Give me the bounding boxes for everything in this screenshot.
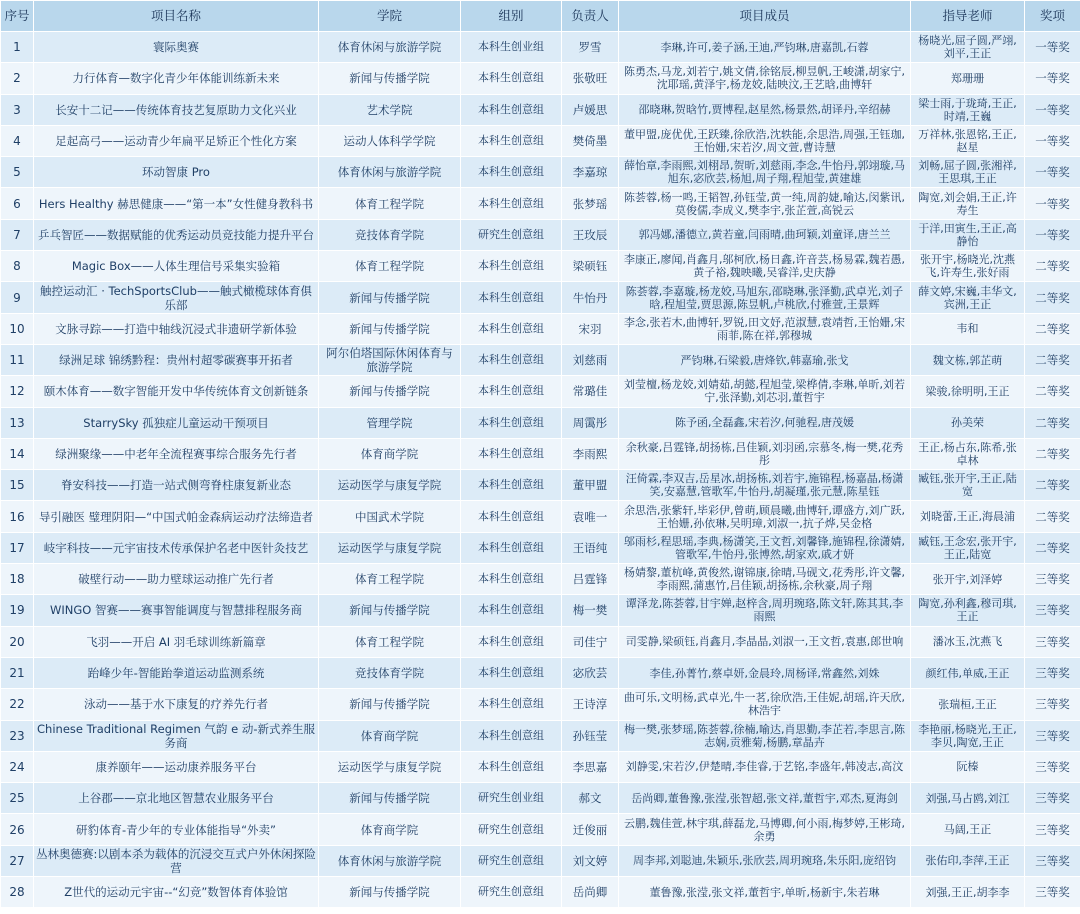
- cell-members: 杨婧黎,董杭峰,黄俊然,谢锦康,徐晴,马砚文,花秀彤,许文馨,李雨熙,蒲惠竹,吕佳颖,胡扬栋,余秋豪,周子翔: [619, 564, 911, 595]
- cell-members: 刘静雯,宋若汐,伊楚晴,李佳睿,于艺铭,李盛年,韩凌志,高汶: [619, 751, 911, 782]
- table-row: [1, 407, 1080, 438]
- table-row: [1, 845, 1080, 876]
- cell-project-name: 长安十二记——传统体育技艺复原助力文化兴业: [34, 94, 319, 125]
- cell-group: 研究生创意组: [461, 219, 562, 250]
- cell-leader: 李雨熙: [562, 438, 619, 469]
- cell-mentor: 臧钰,张开宇,王正,陆宽: [911, 470, 1025, 501]
- cell-group: 本科生创意组: [461, 657, 562, 688]
- cell-members: 曲可乐,文明杨,武卓光,牛一茗,徐欣浩,王佳妮,胡瑶,许天欣,林浩宇: [619, 689, 911, 720]
- cell-seq: 13: [1, 407, 34, 438]
- cell-group: 本科生创意组: [461, 751, 562, 782]
- cell-mentor: 陶宽,孙利鑫,穆司琪,王正: [911, 595, 1025, 626]
- cell-group: 本科生创意组: [461, 282, 562, 313]
- header-project-name: 项目名称: [34, 1, 319, 32]
- cell-college: 新闻与传播学院: [319, 313, 461, 344]
- cell-members: 邵晓琳,贺晗竹,贾博程,赵星然,杨景然,胡译丹,辛绍赫: [619, 94, 911, 125]
- cell-group: 本科生创意组: [461, 125, 562, 156]
- cell-leader: 李思嘉: [562, 751, 619, 782]
- cell-members: 董甲盟,庞优优,王跃臻,徐欣浩,沈轶能,余思浩,周强,王钰珈,王怡姗,宋若汐,周文萱,曹诗慧: [619, 125, 911, 156]
- cell-award: 三等奖: [1025, 845, 1080, 876]
- cell-leader: 宓欣芸: [562, 657, 619, 688]
- cell-award: 二等奖: [1025, 407, 1080, 438]
- cell-college: 体育商学院: [319, 438, 461, 469]
- cell-mentor: 薛文婷,宋巍,丰华文,宾洲,王正: [911, 282, 1025, 313]
- cell-project-name: 岐宇科技——元宇宙技术传承保护名老中医针灸技艺: [34, 532, 319, 563]
- cell-seq: 4: [1, 125, 34, 156]
- cell-leader: 王玫辰: [562, 219, 619, 250]
- cell-award: 三等奖: [1025, 814, 1080, 845]
- cell-award: 一等奖: [1025, 32, 1080, 63]
- table-row: [1, 720, 1080, 751]
- table-row: [1, 63, 1080, 94]
- cell-seq: 28: [1, 877, 34, 908]
- cell-leader: 张梦瑶: [562, 188, 619, 219]
- table-row: [1, 751, 1080, 782]
- cell-award: 二等奖: [1025, 438, 1080, 469]
- cell-seq: 5: [1, 157, 34, 188]
- cell-project-name: 导引融医 璧理阴阳—“中国式帕金森病运动疗法缔造者: [34, 501, 319, 532]
- cell-project-name: 绿洲聚缘——中老年全流程赛事综合服务先行者: [34, 438, 319, 469]
- cell-project-name: 环动智康 Pro: [34, 157, 319, 188]
- table-body: [1, 32, 1080, 908]
- cell-members: 司雯静,梁硕钰,肖鑫月,李晶晶,刘淑一,王文哲,袁惠,郎世响: [619, 626, 911, 657]
- table-row: [1, 344, 1080, 375]
- cell-project-name: 寰际奥赛: [34, 32, 319, 63]
- cell-seq: 20: [1, 626, 34, 657]
- cell-college: 新闻与传播学院: [319, 877, 461, 908]
- cell-mentor: 孙美荣: [911, 407, 1025, 438]
- header-college: 学院: [319, 1, 461, 32]
- header-seq: 序号: [1, 1, 34, 32]
- cell-members: 董鲁豫,张滢,张文祥,董哲宇,单昕,杨新宇,朱若琳: [619, 877, 911, 908]
- cell-project-name: 跆峰少年-智能跆拳道运动监测系统: [34, 657, 319, 688]
- cell-mentor: 梁骏,徐明明,王正: [911, 376, 1025, 407]
- table-row: [1, 94, 1080, 125]
- table-row: [1, 595, 1080, 626]
- header-mentor: 指导老师: [911, 1, 1025, 32]
- cell-project-name: 脊安科技——打造一站式侧弯脊柱康复新业态: [34, 470, 319, 501]
- cell-members: 李琳,许可,姜子涵,王迪,严钧琳,唐嘉凯,石蓉: [619, 32, 911, 63]
- cell-college: 体育工程学院: [319, 564, 461, 595]
- cell-members: 余思浩,张紫轩,毕彩伊,曾萌,顾晨曦,曲博轩,谭盛方,刘广跃,王怡姗,孙依琳,吴明璋,刘淑一,抗子烨,吴金格: [619, 501, 911, 532]
- cell-college: 运动医学与康复学院: [319, 751, 461, 782]
- cell-leader: 张敬旺: [562, 63, 619, 94]
- table-row: [1, 125, 1080, 156]
- cell-leader: 王诗淳: [562, 689, 619, 720]
- cell-leader: 王语纯: [562, 532, 619, 563]
- cell-leader: 刘慈雨: [562, 344, 619, 375]
- table-row: [1, 251, 1080, 282]
- table-row: [1, 313, 1080, 344]
- cell-seq: 11: [1, 344, 34, 375]
- cell-leader: 迁俊丽: [562, 814, 619, 845]
- cell-seq: 23: [1, 720, 34, 751]
- cell-college: 新闻与传播学院: [319, 783, 461, 814]
- cell-award: 三等奖: [1025, 751, 1080, 782]
- cell-award: 三等奖: [1025, 720, 1080, 751]
- cell-college: 运动医学与康复学院: [319, 470, 461, 501]
- cell-mentor: 马阔,王正: [911, 814, 1025, 845]
- cell-seq: 24: [1, 751, 34, 782]
- table-row: [1, 657, 1080, 688]
- cell-college: 体育休闲与旅游学院: [319, 845, 461, 876]
- table-row: [1, 188, 1080, 219]
- cell-college: 中国武术学院: [319, 501, 461, 532]
- cell-award: 三等奖: [1025, 877, 1080, 908]
- cell-members: 薛怡章,李雨熙,刘栩昂,贺昕,刘慈雨,李念,牛怡丹,郭翊璇,马旭东,宓欣芸,杨旭,周子翔,程旭莹,黄建雄: [619, 157, 911, 188]
- cell-mentor: 张佑印,李萍,王正: [911, 845, 1025, 876]
- cell-project-name: 上谷郡——京北地区智慧农业服务平台: [34, 783, 319, 814]
- header-group: 组别: [461, 1, 562, 32]
- cell-group: 本科生创意组: [461, 188, 562, 219]
- cell-project-name: 足起高弓——运动青少年扁平足矫正个性化方案: [34, 125, 319, 156]
- cell-leader: 宋羽: [562, 313, 619, 344]
- cell-award: 一等奖: [1025, 125, 1080, 156]
- cell-college: 体育商学院: [319, 814, 461, 845]
- cell-group: 本科生创意组: [461, 689, 562, 720]
- cell-seq: 8: [1, 251, 34, 282]
- cell-group: 本科生创意组: [461, 595, 562, 626]
- cell-seq: 3: [1, 94, 34, 125]
- table-row: [1, 376, 1080, 407]
- cell-members: 陈荟蓉,李嘉璇,杨龙姣,马旭东,邵晓琳,张泽勤,武卓光,刘子晗,程旭莹,贾思源,陈昱帆,卢桃欣,付雅萱,王景辉: [619, 282, 911, 313]
- cell-seq: 2: [1, 63, 34, 94]
- cell-mentor: 潘冰玉,沈燕飞: [911, 626, 1025, 657]
- cell-mentor: 于洋,田寅生,王正,高静怡: [911, 219, 1025, 250]
- table-row: [1, 689, 1080, 720]
- cell-mentor: 颜红伟,单威,王正: [911, 657, 1025, 688]
- table-row: [1, 32, 1080, 63]
- cell-group: 研究生创意组: [461, 814, 562, 845]
- cell-project-name: 破壁行动——助力壁球运动推广先行者: [34, 564, 319, 595]
- cell-seq: 18: [1, 564, 34, 595]
- cell-group: 本科生创意组: [461, 407, 562, 438]
- cell-award: 三等奖: [1025, 626, 1080, 657]
- cell-group: 研究生创意组: [461, 877, 562, 908]
- cell-leader: 董甲盟: [562, 470, 619, 501]
- cell-group: 本科生创意组: [461, 564, 562, 595]
- cell-award: 一等奖: [1025, 63, 1080, 94]
- cell-seq: 22: [1, 689, 34, 720]
- cell-college: 体育工程学院: [319, 626, 461, 657]
- cell-members: 李佳,孙菁竹,蔡卓妍,金晨玲,周杨译,常鑫然,刘姝: [619, 657, 911, 688]
- cell-seq: 21: [1, 657, 34, 688]
- cell-members: 陈予函,全磊鑫,宋若汐,何驰程,唐茂媛: [619, 407, 911, 438]
- cell-college: 新闻与传播学院: [319, 63, 461, 94]
- cell-mentor: 王正,杨占东,陈希,张卓林: [911, 438, 1025, 469]
- cell-members: 梅一樊,张梦瑶,陈荟蓉,徐楠,喻达,肖思勤,李芷若,李思言,陈志娴,贡雅菊,杨鹏,章晶卉: [619, 720, 911, 751]
- cell-members: 邬雨杉,程思瑶,李典,杨潇笑,王文哲,刘馨锋,施锦程,徐潇婧,管歌军,牛怡丹,张博然,胡家欢,戚才妍: [619, 532, 911, 563]
- cell-seq: 9: [1, 282, 34, 313]
- cell-project-name: 丛林奥德赛:以剧本杀为载体的沉浸交互式户外休闲探险营: [34, 845, 319, 876]
- cell-project-name: 绿洲足球 锦绣黔程：贵州村超零碳赛事开拓者: [34, 344, 319, 375]
- cell-leader: 卢媛思: [562, 94, 619, 125]
- cell-mentor: 张瑞桓,王正: [911, 689, 1025, 720]
- cell-project-name: 力行体育—数字化青少年体能训练新未来: [34, 63, 319, 94]
- cell-seq: 16: [1, 501, 34, 532]
- cell-seq: 27: [1, 845, 34, 876]
- cell-project-name: 触控运动汇 · TechSportsClub——触式橄榄球体育俱乐部: [34, 282, 319, 313]
- cell-group: 研究生创意组: [461, 845, 562, 876]
- cell-mentor: 万祥林,张恩铭,王正,赵星: [911, 125, 1025, 156]
- table-row: [1, 877, 1080, 908]
- cell-leader: 常璐佳: [562, 376, 619, 407]
- cell-award: 一等奖: [1025, 219, 1080, 250]
- cell-seq: 19: [1, 595, 34, 626]
- cell-project-name: 乒乓智匠——数据赋能的优秀运动员竞技能力提升平台: [34, 219, 319, 250]
- cell-group: 本科生创意组: [461, 313, 562, 344]
- cell-project-name: Z世代的运动元宇宙--“幻竞”数智体育体验馆: [34, 877, 319, 908]
- cell-college: 管理学院: [319, 407, 461, 438]
- cell-mentor: 臧钰,王念宏,张开宇,王正,陆宽: [911, 532, 1025, 563]
- cell-group: 本科生创意组: [461, 251, 562, 282]
- cell-leader: 梁硕钰: [562, 251, 619, 282]
- cell-college: 新闻与传播学院: [319, 595, 461, 626]
- table-row: [1, 783, 1080, 814]
- cell-seq: 15: [1, 470, 34, 501]
- cell-mentor: 刘强,马占鸥,刘江: [911, 783, 1025, 814]
- cell-project-name: StarrySky 孤独症儿童运动干预项目: [34, 407, 319, 438]
- cell-seq: 26: [1, 814, 34, 845]
- cell-project-name: 颐木体育——数字智能开发中华传统体育文创新链条: [34, 376, 319, 407]
- cell-members: 陈荟蓉,杨一鸣,王韬智,孙钰莹,黄一纯,周韵婕,喻达,闵紫讯,莫俊儒,李成义,樊李宇,张芷萱,高锐云: [619, 188, 911, 219]
- cell-project-name: Magic Box——人体生理信号采集实验箱: [34, 251, 319, 282]
- cell-project-name: WINGO 智赛——赛事智能调度与智慧排程服务商: [34, 595, 319, 626]
- cell-members: 周李邦,刘聪迪,朱颖乐,张欣芸,周玥琬珞,朱乐阳,庞绍钧: [619, 845, 911, 876]
- table-row: [1, 157, 1080, 188]
- cell-mentor: 刘强,王正,胡李李: [911, 877, 1025, 908]
- cell-leader: 岳尚卿: [562, 877, 619, 908]
- cell-group: 本科生创意组: [461, 501, 562, 532]
- cell-mentor: 杨晓光,屈子圆,严翊,刘平,王正: [911, 32, 1025, 63]
- cell-leader: 李嘉琼: [562, 157, 619, 188]
- cell-group: 本科生创业组: [461, 32, 562, 63]
- cell-college: 运动人体科学学院: [319, 125, 461, 156]
- cell-seq: 14: [1, 438, 34, 469]
- cell-college: 体育商学院: [319, 720, 461, 751]
- cell-mentor: 阮榛: [911, 751, 1025, 782]
- cell-group: 本科生创意组: [461, 94, 562, 125]
- cell-award: 二等奖: [1025, 282, 1080, 313]
- cell-seq: 7: [1, 219, 34, 250]
- cell-seq: 6: [1, 188, 34, 219]
- table-row: [1, 470, 1080, 501]
- cell-leader: 周霭彤: [562, 407, 619, 438]
- cell-leader: 梅一樊: [562, 595, 619, 626]
- cell-leader: 罗雪: [562, 32, 619, 63]
- cell-college: 体育休闲与旅游学院: [319, 157, 461, 188]
- cell-leader: 袁唯一: [562, 501, 619, 532]
- cell-college: 新闻与传播学院: [319, 689, 461, 720]
- cell-seq: 12: [1, 376, 34, 407]
- cell-mentor: 张开宇,杨晓光,沈燕飞,许寿生,张好雨: [911, 251, 1025, 282]
- cell-members: 李康正,廖闻,肖鑫月,邬柯欣,杨日鑫,许音芸,杨易霖,魏若愚,黄子裕,魏映曦,吴睿洋,史庆静: [619, 251, 911, 282]
- cell-mentor: 张开宇,刘泽婷: [911, 564, 1025, 595]
- cell-members: 云鹏,魏佳萱,林宇琪,薛磊龙,马博卿,何小雨,梅梦婷,王彬琦,余勇: [619, 814, 911, 845]
- table-row: [1, 814, 1080, 845]
- cell-members: 陈勇杰,马龙,刘若宁,姚文倩,徐铭辰,柳昱帆,王峻潇,胡家宁,沈耶瑶,黄泽宇,杨龙姣,陆映汶,王艺晗,曲博轩: [619, 63, 911, 94]
- cell-mentor: 刘晓蕾,王正,海晨浦: [911, 501, 1025, 532]
- cell-award: 三等奖: [1025, 689, 1080, 720]
- cell-members: 岳尚卿,董鲁豫,张滢,张智超,张文祥,董哲宇,邓杰,夏海剑: [619, 783, 911, 814]
- table-row: [1, 501, 1080, 532]
- cell-members: 汪倚霖,李双吉,岳星冰,胡扬栋,刘若宇,施锦程,杨嘉晶,杨潇笑,安嘉慧,管歌军,牛怡丹,胡凝瑾,张元慧,陈星钰: [619, 470, 911, 501]
- header-award: 奖项: [1025, 1, 1080, 32]
- cell-mentor: 韦和: [911, 313, 1025, 344]
- cell-college: 运动医学与康复学院: [319, 532, 461, 563]
- cell-award: 一等奖: [1025, 188, 1080, 219]
- cell-award: 二等奖: [1025, 532, 1080, 563]
- cell-seq: 25: [1, 783, 34, 814]
- cell-mentor: 刘畅,屈子圆,张湘祥,王思琪,王正: [911, 157, 1025, 188]
- cell-project-name: Hers Healthy 赫思健康——“第一本”女性健身教科书: [34, 188, 319, 219]
- cell-award: 三等奖: [1025, 595, 1080, 626]
- table-header-row: [1, 1, 1080, 32]
- cell-members: 严钧琳,石梁毅,唐烽钦,韩嘉瑜,张戈: [619, 344, 911, 375]
- cell-group: 本科生创意组: [461, 720, 562, 751]
- cell-college: 竞技体育学院: [319, 657, 461, 688]
- table-row: [1, 564, 1080, 595]
- cell-college: 体育休闲与旅游学院: [319, 32, 461, 63]
- cell-group: 本科生创意组: [461, 376, 562, 407]
- cell-members: 谭泽龙,陈荟蓉,甘宇婵,赵梓含,周玥琬珞,陈文轩,陈其其,李雨熙: [619, 595, 911, 626]
- cell-mentor: 梁士雨,于珑琦,王正,时靖,王巍: [911, 94, 1025, 125]
- cell-project-name: 文脉寻踪——打造中轴线沉浸式非遗研学新体验: [34, 313, 319, 344]
- cell-project-name: 研豹体育-青少年的专业体能指导“外卖”: [34, 814, 319, 845]
- cell-group: 本科生创意组: [461, 157, 562, 188]
- table-row: [1, 438, 1080, 469]
- cell-group: 本科生创意组: [461, 626, 562, 657]
- cell-leader: 司佳宁: [562, 626, 619, 657]
- cell-group: 本科生创意组: [461, 470, 562, 501]
- cell-leader: 吕霆锋: [562, 564, 619, 595]
- cell-award: 二等奖: [1025, 376, 1080, 407]
- cell-mentor: 陶宽,刘会娟,王正,许寿生: [911, 188, 1025, 219]
- cell-seq: 10: [1, 313, 34, 344]
- cell-award: 三等奖: [1025, 783, 1080, 814]
- cell-group: 研究生创业组: [461, 783, 562, 814]
- cell-group: 本科生创意组: [461, 344, 562, 375]
- cell-members: 郭冯娜,潘德立,黄若童,闫雨晴,曲珂颖,刘童译,唐兰兰: [619, 219, 911, 250]
- cell-award: 二等奖: [1025, 313, 1080, 344]
- cell-group: 本科生创意组: [461, 532, 562, 563]
- table-row: [1, 219, 1080, 250]
- cell-award: 二等奖: [1025, 344, 1080, 375]
- cell-members: 刘莹檀,杨龙姣,刘婧茹,胡懿,程旭莹,梁桦倩,李琳,单昕,刘若宁,张泽勤,刘芯羽,董哲宇: [619, 376, 911, 407]
- cell-mentor: 李艳丽,杨晓光,王正,李贝,陶宽,王正: [911, 720, 1025, 751]
- header-members: 项目成员: [619, 1, 911, 32]
- cell-group: 本科生创意组: [461, 438, 562, 469]
- cell-project-name: 康养颐年——运动康养服务平台: [34, 751, 319, 782]
- cell-award: 三等奖: [1025, 657, 1080, 688]
- cell-leader: 孙钰莹: [562, 720, 619, 751]
- header-leader: 负责人: [562, 1, 619, 32]
- cell-college: 竞技体育学院: [319, 219, 461, 250]
- cell-college: 新闻与传播学院: [319, 376, 461, 407]
- cell-award: 一等奖: [1025, 157, 1080, 188]
- cell-college: 阿尔伯塔国际休闲体育与旅游学院: [319, 344, 461, 375]
- table-row: [1, 282, 1080, 313]
- cell-award: 一等奖: [1025, 94, 1080, 125]
- cell-seq: 1: [1, 32, 34, 63]
- cell-members: 李念,张若木,曲博轩,罗锐,田文妤,范淑慧,袁靖哲,王怡姗,宋雨菲,陈在祥,郭穆城: [619, 313, 911, 344]
- cell-college: 新闻与传播学院: [319, 282, 461, 313]
- cell-mentor: 郑珊珊: [911, 63, 1025, 94]
- cell-seq: 17: [1, 532, 34, 563]
- table-row: [1, 626, 1080, 657]
- cell-leader: 刘文婷: [562, 845, 619, 876]
- cell-college: 体育工程学院: [319, 188, 461, 219]
- cell-group: 本科生创意组: [461, 63, 562, 94]
- cell-mentor: 魏文栋,郭芷萌: [911, 344, 1025, 375]
- cell-college: 艺术学院: [319, 94, 461, 125]
- cell-leader: 牛怡丹: [562, 282, 619, 313]
- cell-project-name: 飞羽——开启 AI 羽毛球训练新篇章: [34, 626, 319, 657]
- cell-leader: 郝文: [562, 783, 619, 814]
- cell-college: 体育工程学院: [319, 251, 461, 282]
- cell-members: 余秋豪,吕霆锋,胡扬栋,吕佳颖,刘羽函,宗慕冬,梅一樊,花秀彤: [619, 438, 911, 469]
- cell-project-name: Chinese Traditional Regimen 气韵 e 动-新式养生服务商: [34, 720, 319, 751]
- cell-award: 二等奖: [1025, 470, 1080, 501]
- cell-leader: 樊倚墨: [562, 125, 619, 156]
- cell-award: 三等奖: [1025, 564, 1080, 595]
- cell-project-name: 泳动——基于水下康复的疗养先行者: [34, 689, 319, 720]
- cell-award: 二等奖: [1025, 501, 1080, 532]
- cell-award: 二等奖: [1025, 251, 1080, 282]
- table-row: [1, 532, 1080, 563]
